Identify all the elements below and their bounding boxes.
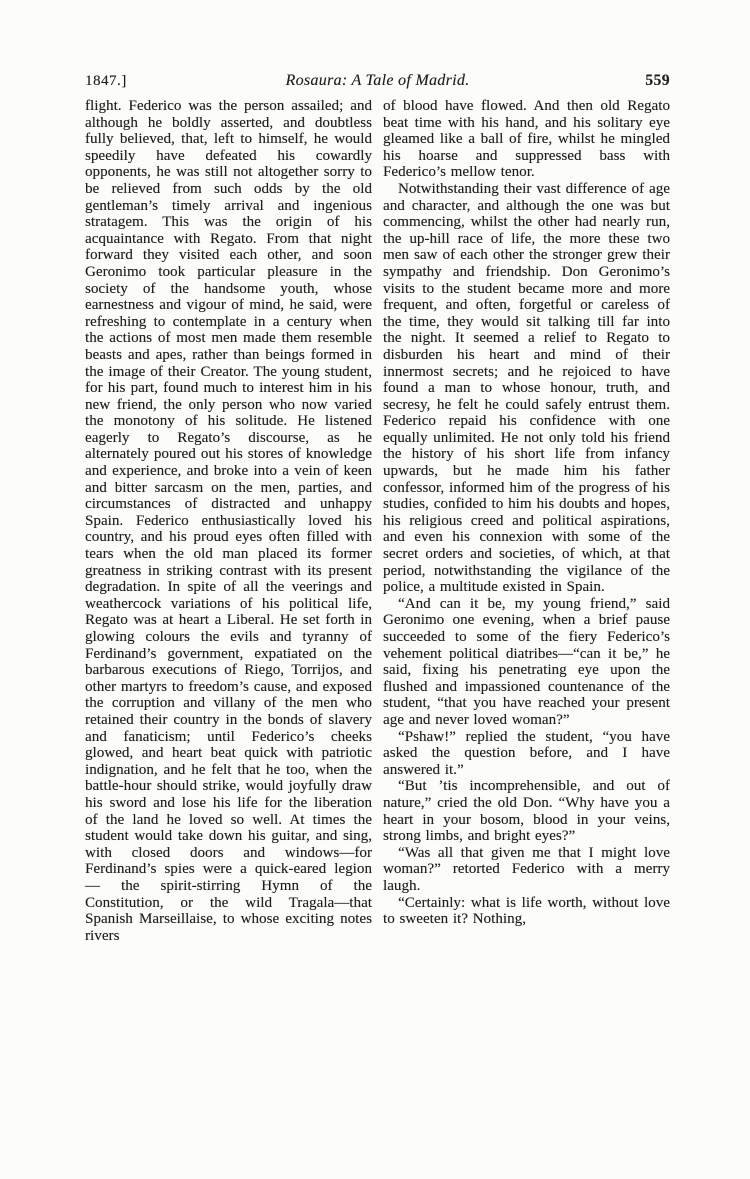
paragraph: of blood have flowed. And then old Regato beat time with his hand, and his solitary eye gleamed like a ball of fire, whilst he mingled his hoarse and suppressed bass with Federico’s mellow tenor.	[383, 98, 670, 181]
page-number: 559	[645, 72, 670, 89]
text-columns	[85, 98, 670, 944]
paragraph: “And can it be, my young friend,” said Geronimo one evening, when a brief pause succeeded to some of the fiery Federico’s vehement political diatribes—“can it be,” he said, fixing his penetrating eye upon the flushed and impassioned countenance of the student, “that you have reached your present age and never loved woman?”	[383, 595, 670, 728]
page-title: Rosaura: A Tale of Madrid.	[285, 72, 470, 89]
paragraph: “Pshaw!” replied the student, “you have asked the question before, and I have answered it.”	[383, 728, 670, 778]
header-year: 1847.]	[85, 73, 127, 89]
page-content	[85, 72, 670, 944]
paragraph: “But ’tis incomprehensible, and out of nature,” cried the old Don. “Why have you a heart in your bosom, blood in your veins, strong limbs, and bright eyes?”	[383, 778, 670, 845]
paragraph: “Was all that given me that I might love woman?” retorted Federico with a merry laugh.	[383, 844, 670, 894]
paragraph: “Certainly: what is life worth, without love to sweeten it? Nothing,	[383, 894, 670, 928]
running-header	[85, 72, 670, 90]
paragraph: Notwithstanding their vast difference of age and character, and although the one was but commencing, whilst the other had nearly run, the up-hill race of life, the more these two men saw of each other the stronger grew their sympathy and friendship. Don Geronimo’s visits to the student became more and more frequent, and often, forgetful or careless of the time, they would sit talking till far into the night. It seemed a relief to Regato to disburden his heart and mind of their innermost secrets; and he rejoiced to have found a man to whose honour, truth, and secresy, he felt he could safely entrust them. Federico repaid his confidence with one equally unlimited. He not only told his friend the history of his short life from infancy upwards, but he made him his father confessor, informed him of the progress of his studies, confided to him his doubts and hopes, his religious creed and political aspirations, and even his connexion with some of the secret orders and societies, of which, at that period, notwithstanding the vigilance of the police, a multitude existed in Spain.	[383, 180, 670, 596]
paragraph: flight. Federico was the person assailed; and although he boldly asserted, and doubtless fully believed, that, left to himself, he would speedily have defeated his cowardly opponents, he was still not altogether sorry to be relieved from such odds by the old gentleman’s timely arrival and ingenious stratagem. This was the origin of his acquaintance with Regato. From that night forward they visited each other, and soon Geronimo took particular pleasure in the society of the handsome youth, whose earnestness and vigour of mind, he said, were refreshing to contemplate in a century when the actions of most men made them resemble beasts and apes, rather than beings formed in the image of their Creator. The young student, for his part, found much to interest him in his new friend, the only person who now varied the monotony of his solitude. He listened eagerly to Regato’s discourse, as he alternately poured out his stores of knowledge and experience, and broke into a vein of keen and bitter sarcasm on the men, parties, and circumstances of distracted and unhappy Spain. Federico enthusiastically loved his country, and his proud eyes often filled with tears when the old man placed its former greatness in striking contrast with its present degradation. In spite of all the veerings and weathercock variations of his political life, Regato was at heart a Liberal. He set forth in glowing colours the evils and tyranny of Ferdinand’s government, expatiated on the barbarous executions of Riego, Torrijos, and other martyrs to freedom’s cause, and exposed the corruption and villany of the men who retained their country in the bonds of slavery and fanaticism; until Federico’s cheeks glowed, and heart beat quick with patriotic indignation, and he felt that he too, when the battle-hour should strike, would joyfully draw his sword and lose his life for the liberation of the land he loved so well. At times the student would take down his guitar, and sing, with closed doors and windows—for Ferdinand’s spies were a quick-eared legion — the spirit-stirring Hymn of the Constitution, or the wild Tragala—that Spanish Marseillaise, to whose exciting notes rivers	[85, 98, 372, 944]
text-column-left	[85, 98, 372, 944]
text-column-right	[383, 98, 670, 944]
